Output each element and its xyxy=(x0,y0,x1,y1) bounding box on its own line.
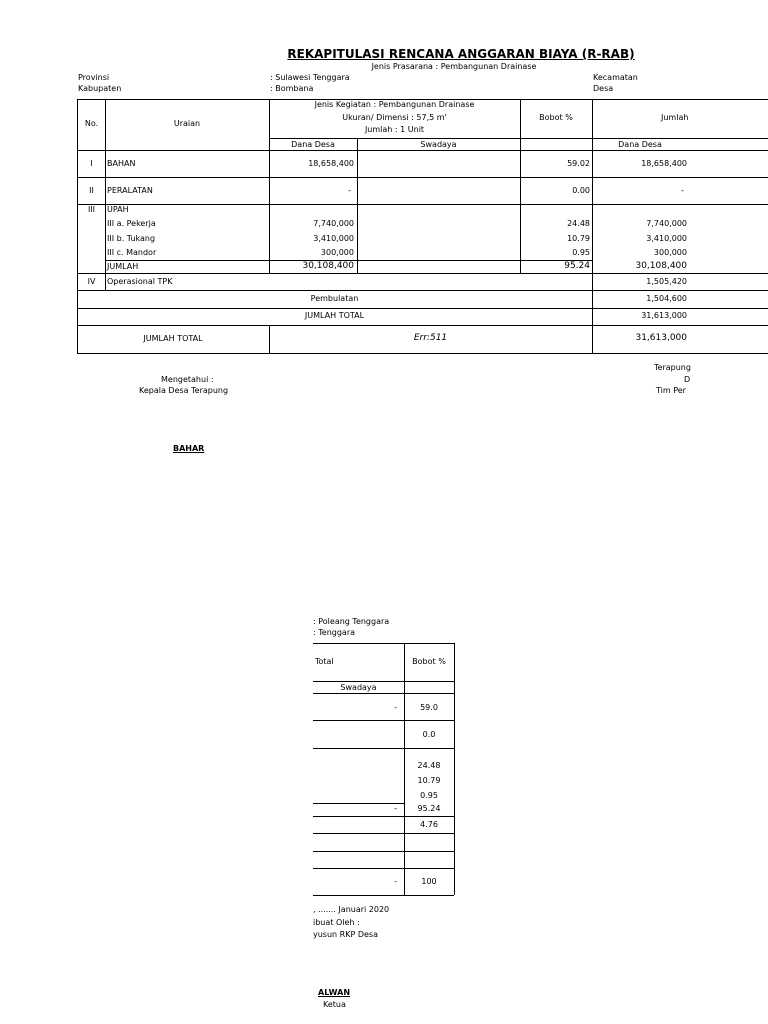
row-uraian: BAHAN xyxy=(107,159,136,168)
row-dana-desa: 3,410,000 xyxy=(313,234,354,243)
row-bobot: 10.79 xyxy=(567,234,590,243)
operasional-bobot-total: 4.76 xyxy=(420,820,438,829)
desa-value: : Tenggara xyxy=(313,628,356,637)
grand-total-error: Err:511 xyxy=(413,333,448,343)
dibuat-oleh-text: ibuat Oleh : xyxy=(313,918,360,927)
row-dana-desa: 30,108,400 xyxy=(302,261,354,271)
pembulatan-value: 1,504,600 xyxy=(646,294,687,303)
row-bobot: 0.95 xyxy=(572,248,590,257)
document-title: REKAPITULASI RENCANA ANGGARAN BIAYA (R-RAB) xyxy=(287,47,635,61)
ketua-title: Ketua xyxy=(323,1000,346,1009)
bahan-bobot-total: 59.0 xyxy=(420,703,438,712)
jumlah-total-value: 31,613,000 xyxy=(641,311,687,320)
provinsi-value: : Sulawesi Tenggara xyxy=(270,73,350,82)
row-uraian: III b. Tukang xyxy=(107,234,156,243)
row-uraian: PERALATAN xyxy=(107,186,153,195)
row-bobot: 95.24 xyxy=(564,261,590,271)
col-header-dana-desa: Dana Desa xyxy=(291,140,335,149)
row-bobot: 59.02 xyxy=(567,159,590,168)
col-header-bobot-2: Bobot % xyxy=(412,657,446,666)
jumlah-total-label: JUMLAH TOTAL xyxy=(304,311,365,320)
jumlah-bobot-total: 95.24 xyxy=(417,804,441,813)
desa-label: Desa xyxy=(593,84,614,93)
provinsi-label: Provinsi xyxy=(78,73,110,82)
row-no: III xyxy=(87,205,96,214)
row-dana-desa: 7,740,000 xyxy=(313,219,354,228)
d-text: D xyxy=(684,375,691,384)
col-header-total: Total xyxy=(315,657,334,666)
row-uraian: III a. Pekerja xyxy=(107,219,156,228)
pembulatan-label: Pembulatan xyxy=(310,294,359,303)
tukang-bobot-total: 10.79 xyxy=(417,776,441,785)
grand-total-value: 31,613,000 xyxy=(635,333,687,343)
row-dana-desa: 300,000 xyxy=(320,248,354,257)
kecamatan-value: : Poleang Tenggara xyxy=(313,617,390,626)
kegiatan-label: Jenis Kegiatan : Pembangunan Drainase xyxy=(314,100,475,109)
row-jumlah: 1,505,420 xyxy=(646,277,687,286)
mandor-bobot-total: 0.95 xyxy=(420,791,438,800)
pekerja-bobot-total: 24.48 xyxy=(417,761,441,770)
kepala-desa-name: BAHAR xyxy=(173,444,205,453)
penyusun-text: yusun RKP Desa xyxy=(313,930,378,939)
row-no: II xyxy=(89,186,94,195)
ketua-name: ALWAN xyxy=(318,988,351,997)
col-header-jumlah: Jumlah xyxy=(661,113,689,122)
kabupaten-label: Kabupaten xyxy=(78,84,122,93)
col-header-uraian: Uraian xyxy=(173,119,201,128)
row-bobot: 24.48 xyxy=(567,219,590,228)
ukuran-label: Ukuran/ Dimensi : 57,5 m' xyxy=(342,113,447,122)
row-jumlah: 18,658,400 xyxy=(641,159,687,168)
peralatan-bobot-total: 0.0 xyxy=(422,730,436,739)
jumlah-unit-label: Jumlah : 1 Unit xyxy=(364,125,425,134)
bahan-swadaya-total: - xyxy=(394,703,397,712)
date-text: , ....... Januari 2020 xyxy=(313,905,390,914)
row-jumlah: 7,740,000 xyxy=(646,219,687,228)
row-bobot: 0.00 xyxy=(572,186,590,195)
grand-swadaya-total: - xyxy=(394,877,397,886)
row-dana-desa: 18,658,400 xyxy=(308,159,354,168)
col-header-swadaya: Swadaya xyxy=(420,140,457,149)
grand-total-label: JUMLAH TOTAL xyxy=(143,334,203,343)
row-no: I xyxy=(90,159,93,168)
kecamatan-label: Kecamatan xyxy=(593,73,638,82)
row-no: IV xyxy=(87,277,96,286)
kabupaten-value: : Bombana xyxy=(270,84,314,93)
jumlah-swadaya-total: - xyxy=(394,804,397,813)
terapung-text: Terapung xyxy=(654,363,691,372)
col-header-no: No. xyxy=(84,119,99,128)
row-uraian: III c. Mandor xyxy=(107,248,157,257)
row-uraian: Operasional TPK xyxy=(107,277,173,286)
row-uraian: UPAH xyxy=(107,205,129,214)
kepala-desa-label: Kepala Desa Terapung xyxy=(139,386,229,395)
row-jumlah: 30,108,400 xyxy=(635,261,687,271)
row-dana-desa: - xyxy=(348,186,351,195)
row-jumlah: 3,410,000 xyxy=(646,234,687,243)
grand-bobot-total: 100 xyxy=(421,877,437,886)
col-header-bobot: Bobot % xyxy=(539,113,573,122)
row-jumlah: - xyxy=(681,186,684,195)
tim-text: Tim Per xyxy=(656,386,686,395)
document-subtitle: Jenis Prasarana : Pembangunan Drainase xyxy=(371,62,537,71)
col-header-swadaya-2: Swadaya xyxy=(340,683,377,692)
row-uraian: JUMLAH xyxy=(107,262,139,271)
col-header-dana-desa-2: Dana Desa xyxy=(618,140,662,149)
mengetahui-label: Mengetahui : xyxy=(161,375,214,384)
row-jumlah: 300,000 xyxy=(653,248,687,257)
